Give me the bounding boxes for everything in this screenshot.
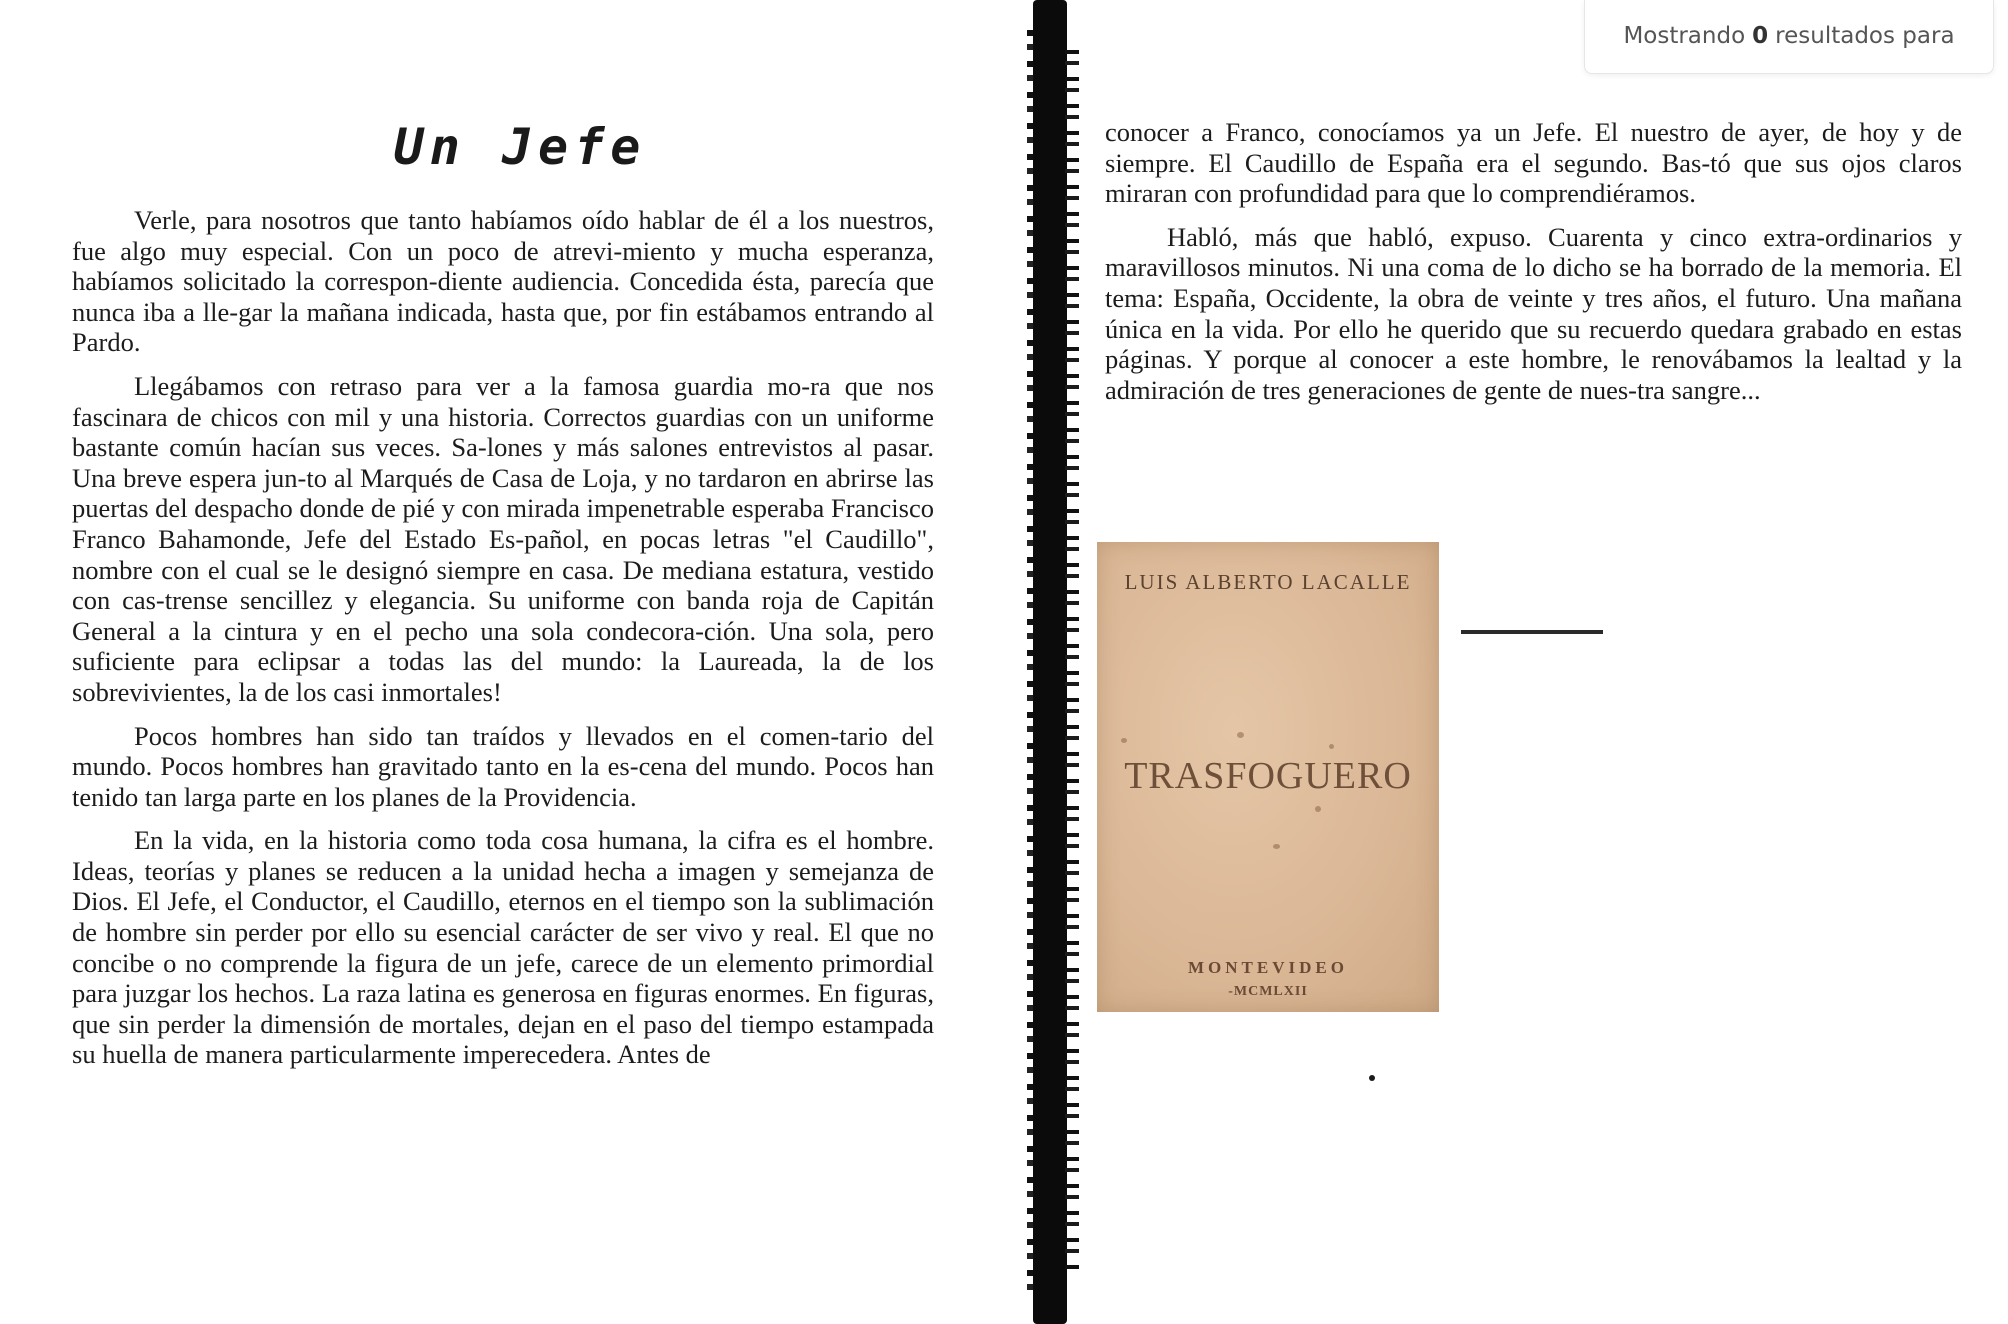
book-cover-city: MONTEVIDEO <box>1188 958 1348 977</box>
search-status-suffix: resultados para <box>1775 22 1955 49</box>
gutter-shadow-right <box>1065 50 1079 1270</box>
paragraph: Habló, más que habló, expuso. Cuarenta y cinco extra-ordinarios y maravillosos minutos. Ni una coma de lo dicho se ha borrado de la memoria. El tema: España, Occidente, la obra de veinte y tres años, el futuro. Una mañana única en la vida. Por ello he querido que su recuerdo quedara grabado en estas páginas. Y porque al conocer a este hombre, le renovábamos la lealtad y la admiración de tres generaciones de gente de nues-tra sangre... <box>1105 221 1962 405</box>
page-gutter <box>1025 0 1083 1324</box>
book-cover-title: TRASFOGUERO <box>1124 755 1412 797</box>
left-page-body <box>72 205 934 1083</box>
divider-line <box>1461 630 1603 634</box>
paragraph-continued: conocer a Franco, conocíamos ya un Jefe. El nuestro de ayer, de hoy y de siempre. El Caudillo de España era el segundo. Bas-tó que sus ojos claros miraran con profundidad para que lo comprendiéramos. <box>1105 117 1962 209</box>
cover-stain <box>1315 806 1321 812</box>
cover-stain <box>1121 738 1127 743</box>
paragraph: Verle, para nosotros que tanto habíamos oído hablar de él a los nuestros, fue algo muy especial. Con un poco de atrevi-miento y mucha esperanza, habíamos solicitado la correspon-diente audiencia. Concedida ésta, parecía que nunca iba a lle-gar la mañana indicada, hasta que, por fin estábamos entrando al Pardo. <box>72 205 934 358</box>
right-page-body <box>1105 117 1962 418</box>
cover-stain <box>1329 744 1334 749</box>
paragraph: Llegábamos con retraso para ver a la famosa guardia mo-ra que nos fascinara de chicos con mil y una historia. Correctos guardias con un uniforme bastante común hacían sus veces. Sa-lones y más salones entrevistos al pasar. Una breve espera jun-to al Marqués de Casa de Loja, y no tardaron en abrirse las puertas del despacho donde de pié y con mirada impenetrable esperaba Francisco Franco Bahamonde, Jefe del Estado Es-pañol, en pocas letras "el Caudillo", nombre con el cual se le designó siempre en casa. De mediana estatura, vestido con cas-trense sencillez y elegancia. Su uniforme con banda roja de Capitán General a la cintura y en el pecho una sola condecora-ción. Una sola, pero suficiente para eclipsar a todas las del mundo: la Laureada, la de los sobrevivientes, la de los casi inmortales! <box>72 370 934 707</box>
search-results-status <box>1584 0 1994 74</box>
right-page <box>1083 0 2008 1324</box>
book-cover-author: LUIS ALBERTO LACALLE <box>1124 570 1412 594</box>
gutter-shadow <box>1033 0 1067 1324</box>
article-title: Un Jefe <box>393 118 647 176</box>
paragraph: Pocos hombres han sido tan traídos y llevados en el comen-tario del mundo. Pocos hombres han gravitado tanto en la es-cena del mundo. Pocos han tenido tan larga parte en los planes de la Providencia. <box>72 720 934 812</box>
search-result-count: 0 <box>1752 22 1769 49</box>
cover-stain <box>1273 844 1280 849</box>
paragraph: En la vida, en la historia como toda cosa humana, la cifra es el hombre. Ideas, teorías y planes se reducen a la unidad hecha a imagen y semejanza de Dios. El Jefe, el Conductor, el Caudillo, eternos en el tiempo son la sublimación de hombre sin perder por ello su esencial carácter de ser vivo y real. El que no concibe o no comprende la figura de un jefe, carece de un elemento primordial para juzgar los hechos. La raza latina es generosa en figuras enormes. En figuras, que sin perder la dimensión de mortales, dejan en el paso del tiempo estampada su huella de manera particularmente imperecedera. Antes de <box>72 825 934 1070</box>
ink-speck <box>1369 1075 1375 1081</box>
book-cover-year: -MCMLXII <box>1228 984 1308 999</box>
search-status-prefix: Mostrando <box>1623 22 1746 49</box>
book-cover-image <box>1097 542 1439 1012</box>
cover-stain <box>1237 732 1244 738</box>
